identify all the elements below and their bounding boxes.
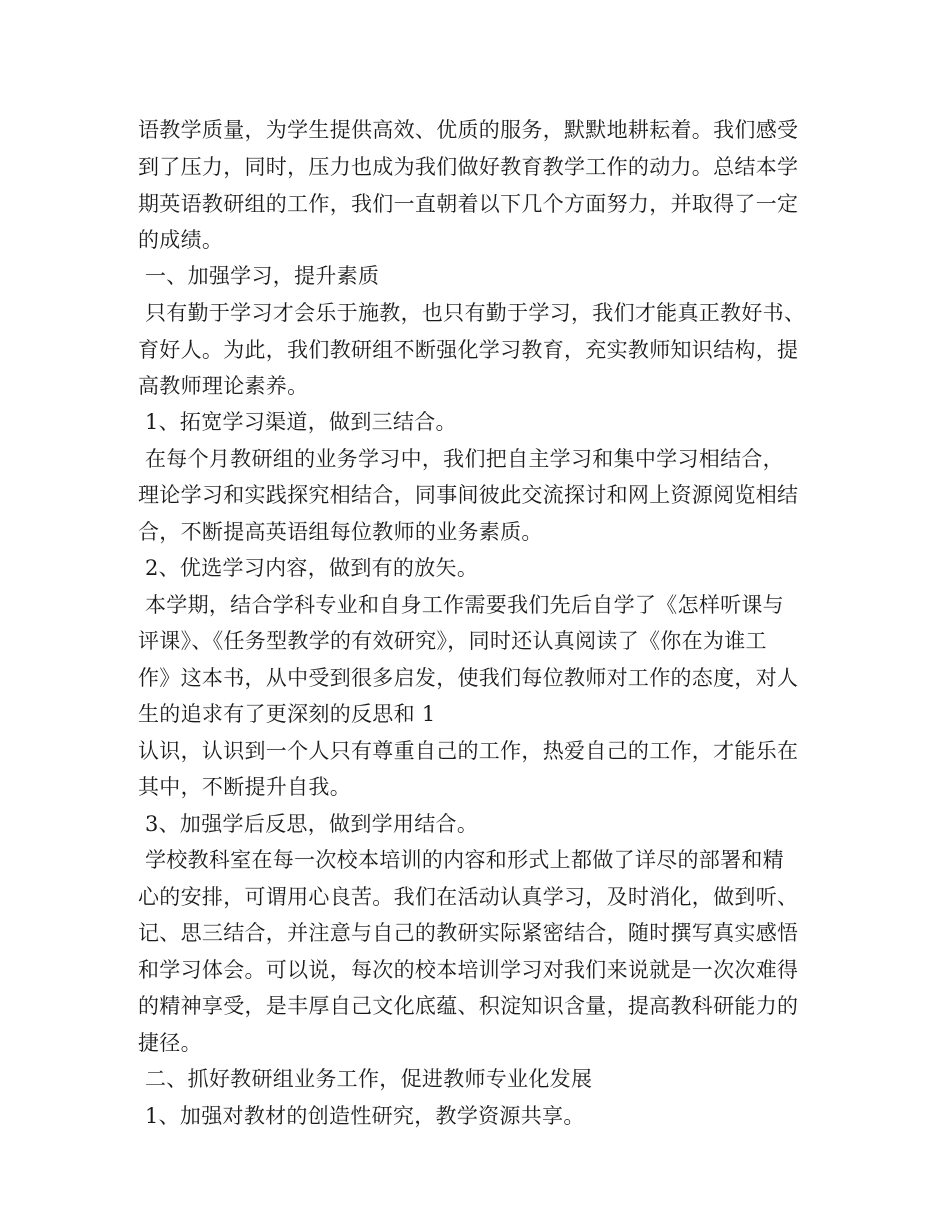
text-line: 捷径。 — [138, 1031, 202, 1055]
text-line: 生的追求有了更深刻的反思和 1 — [138, 702, 436, 726]
section-heading: 二、抓好教研组业务工作，促进教师专业化发展 — [138, 1067, 593, 1091]
text-line: 的精神享受，是丰厚自己文化底蕴、积淀知识含量，提高教科研能力的 — [138, 994, 799, 1018]
subsection-heading: 1、加强对教材的创造性研究，教学资源共享。 — [138, 1104, 585, 1128]
text-line: 和学习体会。可以说，每次的校本培训学习对我们来说就是一次次难得 — [138, 958, 799, 982]
subsection-heading: 3、加强学后反思，做到学用结合。 — [138, 812, 479, 836]
text-line: 语教学质量，为学生提供高效、优质的服务，默默地耕耘着。我们感受 — [138, 118, 799, 142]
text-line: 只有勤于学习才会乐于施教，也只有勤于学习，我们才能真正教好书、 — [138, 301, 806, 325]
text-line: 学校教科室在每一次校本培训的内容和形式上都做了详尽的部署和精 — [138, 848, 784, 872]
text-line: 期英语教研组的工作，我们一直朝着以下几个方面努力，并取得了一定 — [138, 192, 799, 216]
text-line: 心的安排，可谓用心良苦。我们在活动认真学习，及时消化，做到听、 — [138, 885, 799, 909]
text-line: 作》这本书，从中受到很多启发，使我们每位教师对工作的态度，对人 — [138, 666, 799, 690]
text-line: 本学期，结合学科专业和自身工作需要我们先后自学了《怎样听课与 — [138, 593, 784, 617]
text-line: 评课》、《任务型教学的有效研究》，同时还认真阅读了《你在为谁工 — [138, 629, 767, 653]
subsection-heading: 2、优选学习内容，做到有的放矢。 — [138, 556, 479, 580]
text-line: 育好人。为此，我们教研组不断强化学习教育，充实教师知识结构，提 — [138, 338, 799, 362]
section-heading: 一、加强学习，提升素质 — [138, 264, 380, 288]
subsection-heading: 1、拓宽学习渠道，做到三结合。 — [138, 410, 457, 434]
text-line: 高教师理论素养。 — [138, 374, 309, 398]
text-line: 记、思三结合，并注意与自己的教研实际紧密结合，随时撰写真实感悟 — [138, 921, 799, 945]
text-line: 认识，认识到一个人只有尊重自己的工作，热爱自己的工作，才能乐在 — [138, 739, 799, 763]
text-line: 在每个月教研组的业务学习中，我们把自主学习和集中学习相结合， — [138, 447, 784, 471]
text-line: 合，不断提高英语组每位教师的业务素质。 — [138, 520, 543, 544]
text-line: 其中，不断提升自我。 — [138, 775, 351, 799]
text-line: 理论学习和实践探究相结合，同事间彼此交流探讨和网上资源阅览相结 — [138, 483, 799, 507]
text-line: 到了压力，同时，压力也成为我们做好教育教学工作的动力。总结本学 — [138, 155, 799, 179]
text-line: 的成绩。 — [138, 228, 224, 252]
